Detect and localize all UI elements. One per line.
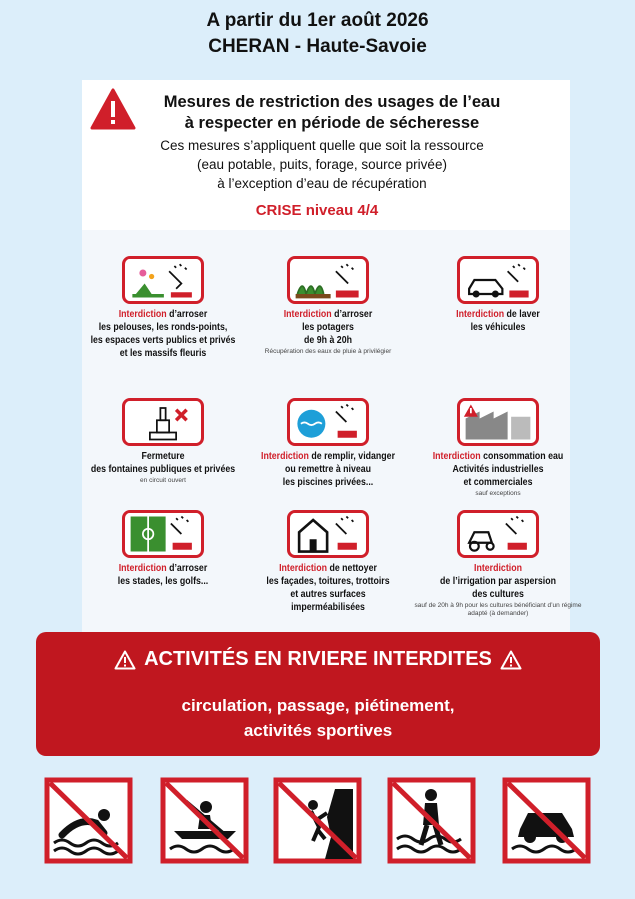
fountain-icon [122,398,204,446]
interdiction-label: Interdiction [474,563,522,574]
caption-line: ou remettre à niveau [284,464,372,475]
restriction-item [413,510,583,618]
page-header [0,8,635,60]
caption-text: d’arroser [331,309,373,320]
panel-heading [82,80,570,230]
no-kayaking-icon [160,777,249,864]
caption-note: sauf exceptions [475,490,521,497]
caption-line: et les massifs fleuris [119,348,207,359]
caption-line: de 9h à 20h [304,335,352,346]
banner-title-text: ACTIVITÉS EN RIVIERE INTERDITES [144,648,492,670]
caption-note: sauf de 20h à 9h pour les cultures bénéficiant d’un régime adapté (à demander) [414,602,582,617]
restriction-caption [423,450,573,489]
lawn-watering-icon [122,256,204,304]
caption-line: les potagers [302,322,354,333]
restriction-caption [253,308,403,347]
caption-line: les pelouses, les ronds-points, [98,322,228,333]
interdiction-label: Interdiction [283,309,332,320]
restriction-item [413,398,583,498]
stadium-icon [122,510,204,558]
subtitle-line2: (eau potable, puits, forage, source privée) [197,157,447,172]
restriction-caption [88,450,238,476]
caption-line: les stades, les golfs... [117,576,209,587]
interdiction-label: Interdiction [260,451,309,462]
panel-title [132,92,532,134]
header-location: CHERAN - Haute-Savoie [208,36,427,57]
subtitle-line1: Ces mesures s’appliquent quelle que soit la ressource [160,138,484,153]
warning-icon [500,650,522,670]
caption-note: en circuit ouvert [140,477,186,484]
restriction-caption [423,562,573,601]
house-cleaning-icon [287,510,369,558]
caption-line: et autres surfaces imperméabilisées [290,589,366,613]
restriction-item [243,256,413,356]
no-vehicle-in-river-icon [502,777,591,864]
caption-text: d’arroser [166,563,208,574]
factory-icon [457,398,539,446]
restriction-item [78,256,248,360]
vegetable-garden-icon [287,256,369,304]
restriction-caption [423,308,573,334]
caption-text: de nettoyer [327,563,377,574]
panel-title-line2: à respecter en période de sécheresse [184,114,480,132]
banner-line1: circulation, passage, piétinement, [181,696,455,715]
restriction-item [78,398,248,485]
river-banner [36,632,600,756]
caption-note: Récupération des eaux de pluie à privilégier [264,348,392,355]
caption-line: les véhicules [470,322,526,333]
interdiction-label: Interdiction [432,451,481,462]
crisis-level: CRISE niveau 4/4 [255,202,379,219]
header-date: A partir du 1er août 2026 [206,10,429,31]
caption-line: des cultures [472,589,524,600]
caption-line: Activités industrielles [452,464,544,475]
caption-text: d’arroser [166,309,208,320]
panel-subtitle [112,136,532,193]
caption-line: de l’irrigation par aspersion [440,576,556,587]
pool-icon [287,398,369,446]
no-wading-icon [387,777,476,864]
car-wash-icon [457,256,539,304]
interdiction-label: Interdiction [279,563,328,574]
restriction-item [243,398,413,489]
restriction-item [243,510,413,614]
banner-line2: activités sportives [243,721,393,740]
banner-text [36,693,600,743]
warning-triangle-icon [90,88,136,130]
restriction-item [413,256,583,334]
irrigation-tractor-icon [457,510,539,558]
restriction-caption [88,562,238,588]
restriction-caption [88,308,238,360]
caption-text: de remplir, vidanger [308,451,395,462]
restriction-caption [253,450,403,489]
caption-line: et commerciales [463,477,533,488]
caption-text: de laver [504,309,540,320]
interdiction-label: Interdiction [118,309,167,320]
no-swimming-icon [44,777,133,864]
interdiction-label: Interdiction [118,563,167,574]
banner-title [36,648,600,671]
subtitle-line3: à l’exception d’eau de récupération [217,176,427,191]
caption-line: les espaces verts publics et privés [90,335,236,346]
caption-text: Fermeture [141,451,185,462]
panel-title-line1: Mesures de restriction des usages de l’eau [163,93,501,111]
no-climbing-icon [273,777,362,864]
caption-line: des fontaines publiques et privées [90,464,236,475]
restriction-item [78,510,248,588]
restriction-caption [253,562,403,614]
warning-icon [114,650,136,670]
caption-text: consommation eau [480,451,564,462]
caption-line: les façades, toitures, trottoirs [266,576,390,587]
caption-line: les piscines privées... [282,477,374,488]
interdiction-label: Interdiction [456,309,505,320]
